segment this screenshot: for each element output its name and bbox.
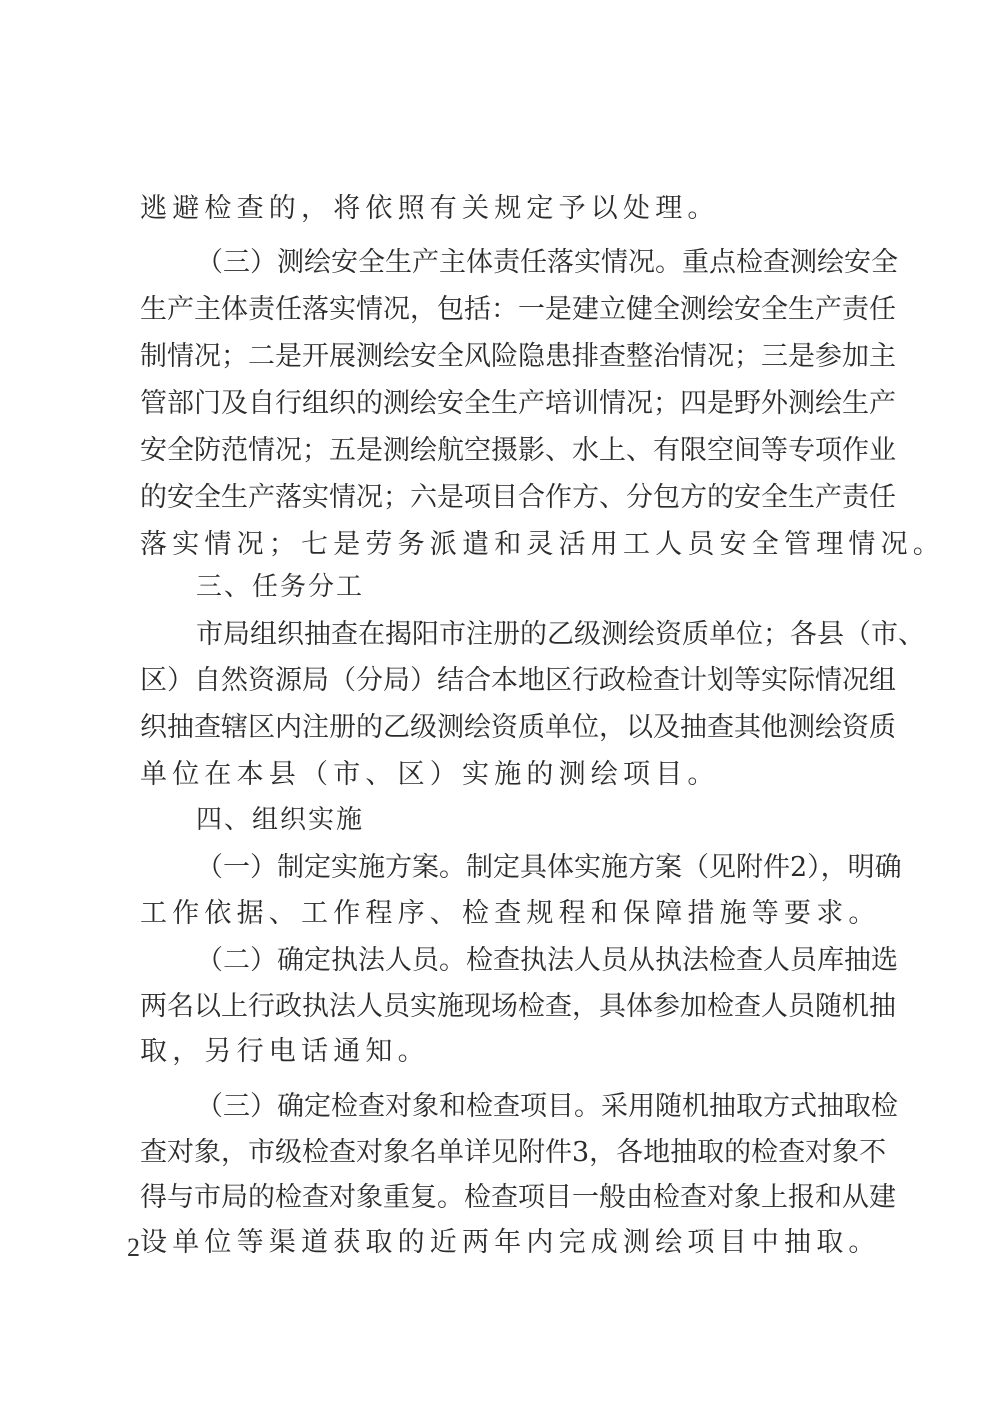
text-line: 落实情况；七是劳务派遣和灵活用工人员安全管理情况。: [140, 529, 945, 560]
text-line: 生产主体责任落实情况，包括：一是建立健全测绘安全生产责任: [140, 294, 896, 325]
text-line: 工作依据、工作程序、检查规程和保障措施等要求。: [140, 898, 881, 929]
text-line: 管部门及自行组织的测绘安全生产培训情况；四是野外测绘生产: [140, 388, 896, 419]
page-number: 2: [127, 1233, 140, 1262]
text-line: 安全防范情况；五是测绘航空摄影、水上、有限空间等专项作业: [140, 435, 896, 466]
text-line: 区）自然资源局（分局）结合本地区行政检查计划等实际情况组: [140, 665, 896, 696]
section-heading: 四、组织实施: [196, 805, 365, 835]
text-line: 逃避检查的，将依照有关规定予以处理。: [140, 193, 720, 224]
text-line: 取，另行电话通知。: [140, 1036, 430, 1067]
text-line: 两名以上行政执法人员实施现场检查，具体参加检查人员随机抽: [140, 991, 896, 1022]
text-line: 的安全生产落实情况；六是项目合作方、分包方的安全生产责任: [140, 482, 896, 513]
text-line: 织抽查辖区内注册的乙级测绘资质单位，以及抽查其他测绘资质: [140, 712, 896, 743]
text-line: 市局组织抽查在揭阳市注册的乙级测绘资质单位；各县（市、: [196, 619, 925, 650]
text-line: 单位在本县（市、区）实施的测绘项目。: [140, 759, 720, 790]
section-heading: 三、任务分工: [196, 572, 365, 602]
text-line: 得与市局的检查对象重复。检查项目一般由检查对象上报和从建: [140, 1182, 896, 1213]
text-line: （三）测绘安全生产主体责任落实情况。重点检查测绘安全: [196, 247, 898, 278]
text-line: 制情况；二是开展测绘安全风险隐患排查整治情况；三是参加主: [140, 341, 896, 372]
text-line: （二）确定执法人员。检查执法人员从执法检查人员库抽选: [196, 945, 898, 976]
text-line: 设单位等渠道获取的近两年内完成测绘项目中抽取。: [140, 1227, 881, 1258]
text-line: 查对象，市级检查对象名单详见附件3，各地抽取的检查对象不: [140, 1137, 887, 1168]
text-line: （三）确定检查对象和检查项目。采用随机抽取方式抽取检: [196, 1091, 898, 1122]
text-line: （一）制定实施方案。制定具体实施方案（见附件2），明确: [196, 852, 902, 883]
